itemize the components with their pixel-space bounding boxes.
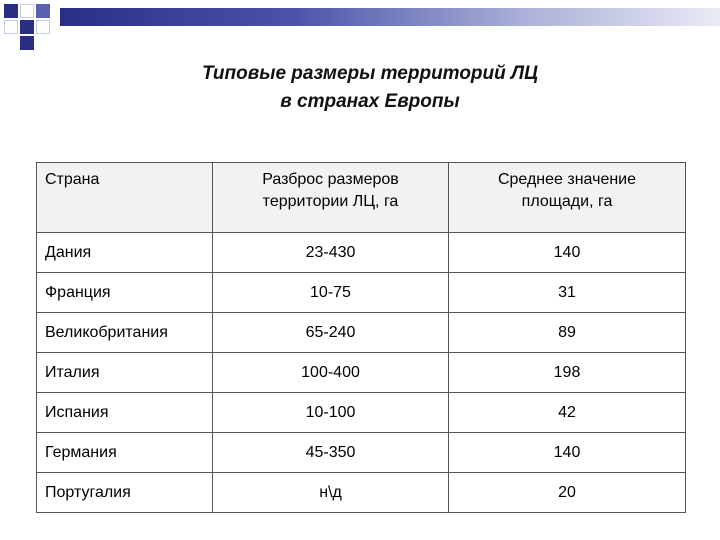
table-row [37,393,686,433]
table-row [37,233,686,273]
cell-average: 140 [449,233,686,273]
table-row [37,433,686,473]
table-row [37,313,686,353]
cell-range: 23-430 [213,233,449,273]
decoration-square [20,4,34,18]
decoration-square [20,36,34,50]
table-row [37,473,686,513]
header-range-line-2: территории ЛЦ, га [262,193,399,210]
cell-range: н\д [213,473,449,513]
decoration-square [36,4,50,18]
header-average-line-1: Среднее значение [497,171,637,188]
cell-country: Португалия [37,473,213,513]
decoration-square [4,20,18,34]
cell-average: 42 [449,393,686,433]
header-average-line-2: площади, га [521,193,613,210]
header-country [37,163,213,233]
slide-title-line-1: Типовые размеры территорий ЛЦ [202,63,538,84]
cell-range: 10-75 [213,273,449,313]
header-range [213,163,449,233]
cell-average: 31 [449,273,686,313]
decoration-square [4,4,18,18]
cell-country: Франция [37,273,213,313]
header-average [449,163,686,233]
table-header-row [37,163,686,233]
cell-average: 89 [449,313,686,353]
data-table [36,162,686,513]
decoration-square [36,20,50,34]
table-row [37,273,686,313]
cell-country: Италия [37,353,213,393]
cell-average: 140 [449,433,686,473]
cell-range: 65-240 [213,313,449,353]
cell-country: Великобритания [37,313,213,353]
cell-average: 20 [449,473,686,513]
cell-range: 45-350 [213,433,449,473]
table-row [37,353,686,393]
header-range-line-1: Разброс размеров [262,171,399,188]
header-decoration-band [60,8,720,26]
slide-title [0,60,720,116]
cell-country: Германия [37,433,213,473]
cell-country: Дания [37,233,213,273]
cell-range: 100-400 [213,353,449,393]
slide-title-line-2: в странах Европы [280,91,460,112]
cell-country: Испания [37,393,213,433]
cell-range: 10-100 [213,393,449,433]
header-country-label: Страна [45,171,100,188]
decoration-square [20,20,34,34]
cell-average: 198 [449,353,686,393]
